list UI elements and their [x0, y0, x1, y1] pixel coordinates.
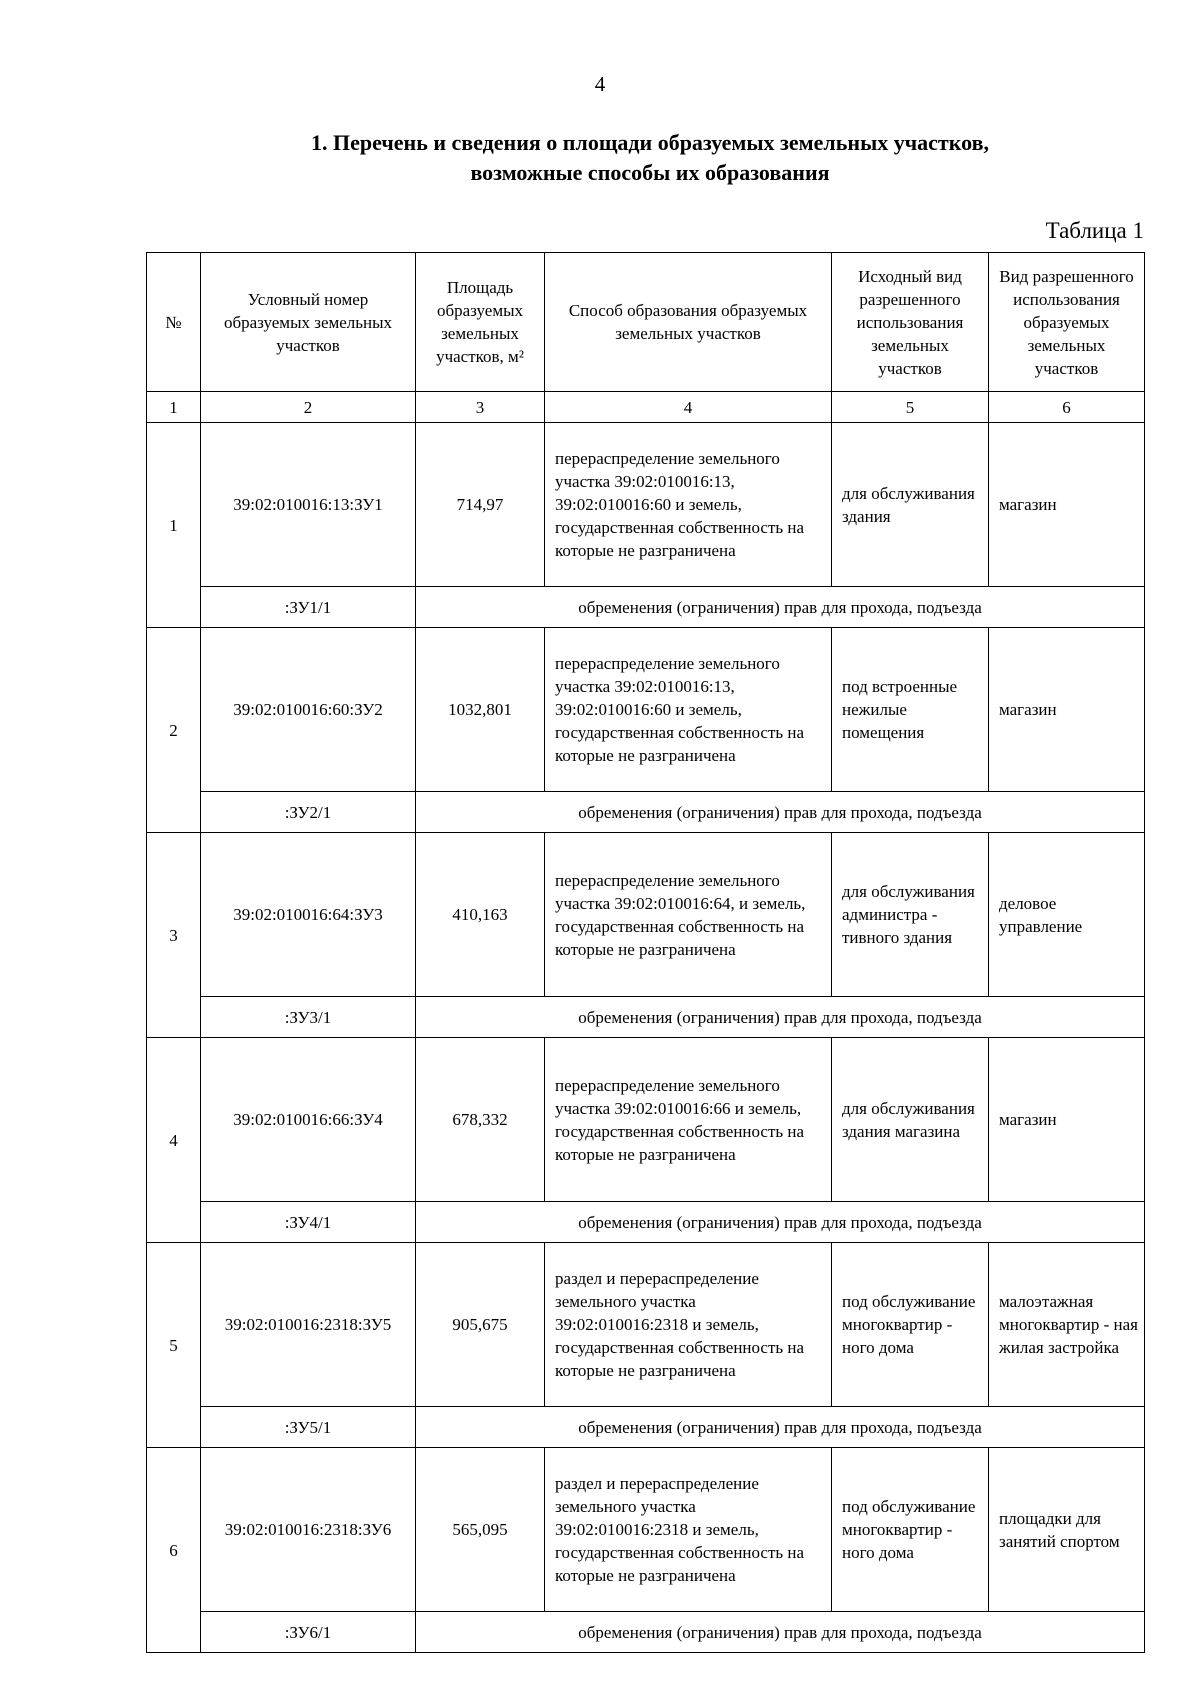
new-use: площадки для занятий спортом [989, 1448, 1145, 1612]
header-area: Площадь образуемых земельных участков, м² [416, 253, 545, 392]
table-row [147, 833, 1145, 997]
header-original-use: Исходный вид разрешенного использования земельных участков [832, 253, 989, 392]
original-use: под встроенные нежилые помещения [832, 628, 989, 792]
original-use: под обслуживание многоквартир - ного дома [832, 1243, 989, 1407]
encumbrance-row [147, 1407, 1145, 1448]
table-header-row [147, 253, 1145, 392]
encumbrance-id: :ЗУ5/1 [201, 1407, 416, 1448]
plot-area: 714,97 [416, 423, 545, 587]
new-use: магазин [989, 1038, 1145, 1202]
encumbrance-row [147, 587, 1145, 628]
table-row [147, 628, 1145, 792]
title-line-1: 1. Перечень и сведения о площади образуемых земельных участков, [311, 130, 989, 155]
new-use: магазин [989, 628, 1145, 792]
encumbrance-id: :ЗУ3/1 [201, 997, 416, 1038]
plot-area: 1032,801 [416, 628, 545, 792]
page-number: 4 [594, 72, 606, 96]
formation-method: раздел и перераспределение земельного участка 39:02:010016:2318 и земель, государственная собственность на которые не разграничена [545, 1243, 832, 1407]
encumbrance-id: :ЗУ1/1 [201, 587, 416, 628]
formation-method: перераспределение земельного участка 39:02:010016:66 и земель, государственная собственность на которые не разграничена [545, 1038, 832, 1202]
column-number: 4 [545, 392, 832, 423]
encumbrance-row [147, 1202, 1145, 1243]
new-use: магазин [989, 423, 1145, 587]
header-method: Способ образования образуемых земельных участков [545, 253, 832, 392]
column-number-row [147, 392, 1145, 423]
row-number: 2 [147, 628, 201, 833]
formation-method: перераспределение земельного участка 39:02:010016:13, 39:02:010016:60 и земель, государственная собственность на которые не разграничена [545, 423, 832, 587]
column-number: 5 [832, 392, 989, 423]
row-number: 1 [147, 423, 201, 628]
plot-area: 565,095 [416, 1448, 545, 1612]
title-line-2: возможные способы их образования [470, 160, 830, 185]
row-number: 5 [147, 1243, 201, 1448]
encumbrance-text: обременения (ограничения) прав для прохода, подъезда [416, 1612, 1145, 1653]
column-number: 2 [201, 392, 416, 423]
row-number: 4 [147, 1038, 201, 1243]
table-row [147, 1038, 1145, 1202]
encumbrance-row [147, 997, 1145, 1038]
new-use: малоэтажная многоквартир - ная жилая застройка [989, 1243, 1145, 1407]
header-cadastral: Условный номер образуемых земельных участков [201, 253, 416, 392]
column-number: 3 [416, 392, 545, 423]
original-use: под обслуживание многоквартир - ного дома [832, 1448, 989, 1612]
encumbrance-row [147, 792, 1145, 833]
formation-method: раздел и перераспределение земельного участка 39:02:010016:2318 и земель, государственная собственность на которые не разграничена [545, 1448, 832, 1612]
plot-area: 678,332 [416, 1038, 545, 1202]
table-caption: Таблица 1 [1045, 218, 1144, 243]
cadastral-number: 39:02:010016:66:ЗУ4 [201, 1038, 416, 1202]
cadastral-number: 39:02:010016:2318:ЗУ6 [201, 1448, 416, 1612]
cadastral-number: 39:02:010016:13:ЗУ1 [201, 423, 416, 587]
encumbrance-text: обременения (ограничения) прав для прохода, подъезда [416, 997, 1145, 1038]
original-use: для обслуживания администра - тивного здания [832, 833, 989, 997]
land-plots-table [146, 252, 1145, 1653]
header-number: № [147, 253, 201, 392]
original-use: для обслуживания здания [832, 423, 989, 587]
encumbrance-row [147, 1612, 1145, 1653]
formation-method: перераспределение земельного участка 39:02:010016:13, 39:02:010016:60 и земель, государственная собственность на которые не разграничена [545, 628, 832, 792]
encumbrance-text: обременения (ограничения) прав для прохода, подъезда [416, 792, 1145, 833]
encumbrance-id: :ЗУ4/1 [201, 1202, 416, 1243]
encumbrance-text: обременения (ограничения) прав для прохода, подъезда [416, 1202, 1145, 1243]
formation-method: перераспределение земельного участка 39:02:010016:64, и земель, государственная собственность на которые не разграничена [545, 833, 832, 997]
cadastral-number: 39:02:010016:60:ЗУ2 [201, 628, 416, 792]
column-number: 6 [989, 392, 1145, 423]
table-row [147, 1243, 1145, 1407]
new-use: деловое управление [989, 833, 1145, 997]
row-number: 6 [147, 1448, 201, 1653]
header-new-use: Вид разрешенного использования образуемых земельных участков [989, 253, 1145, 392]
encumbrance-text: обременения (ограничения) прав для прохода, подъезда [416, 587, 1145, 628]
original-use: для обслуживания здания магазина [832, 1038, 989, 1202]
document-title [100, 128, 1200, 188]
encumbrance-id: :ЗУ6/1 [201, 1612, 416, 1653]
table-row [147, 423, 1145, 587]
cadastral-number: 39:02:010016:2318:ЗУ5 [201, 1243, 416, 1407]
cadastral-number: 39:02:010016:64:ЗУ3 [201, 833, 416, 997]
row-number: 3 [147, 833, 201, 1038]
table-row [147, 1448, 1145, 1612]
encumbrance-text: обременения (ограничения) прав для прохода, подъезда [416, 1407, 1145, 1448]
column-number: 1 [147, 392, 201, 423]
plot-area: 905,675 [416, 1243, 545, 1407]
plot-area: 410,163 [416, 833, 545, 997]
encumbrance-id: :ЗУ2/1 [201, 792, 416, 833]
